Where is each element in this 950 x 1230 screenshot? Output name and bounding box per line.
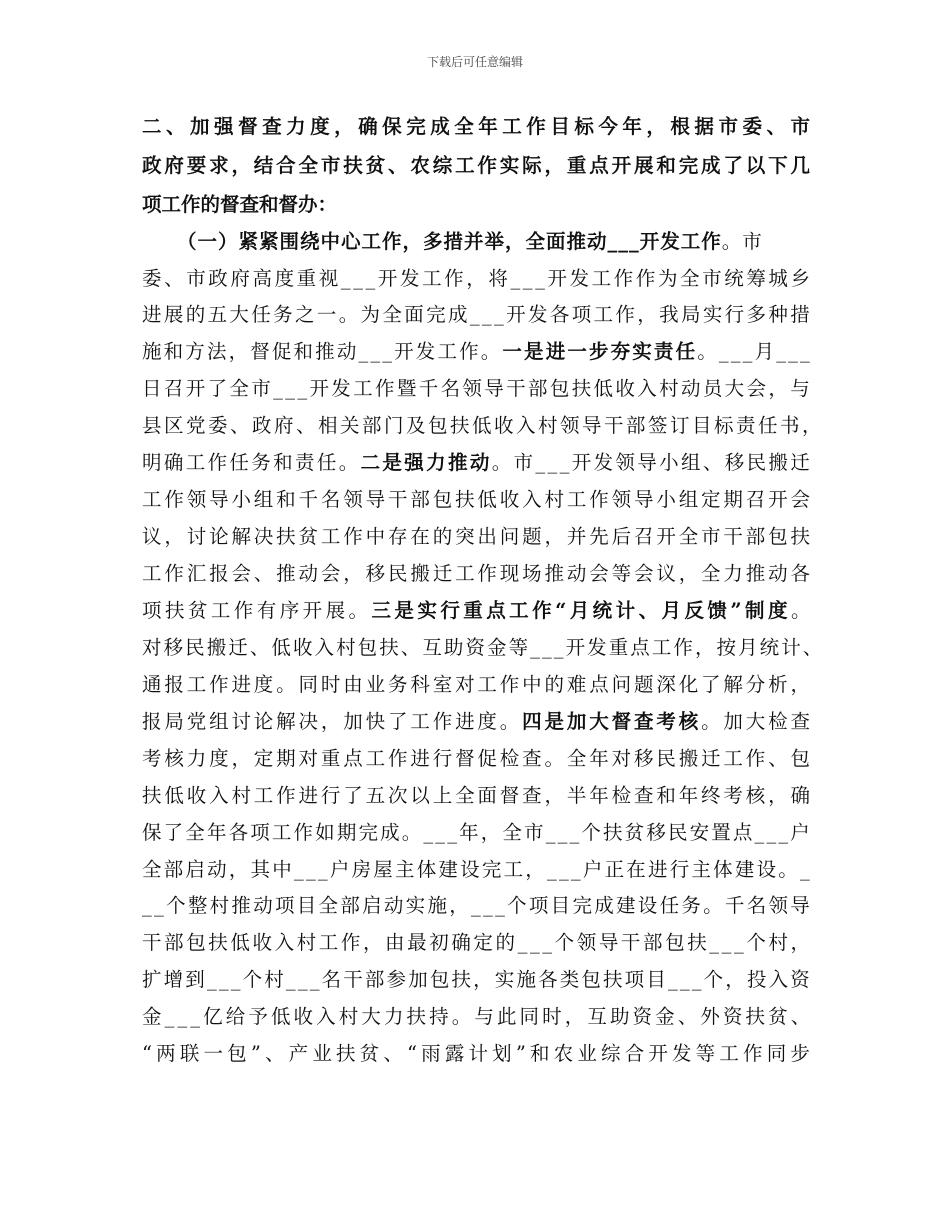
bold-text: 政府要求，结合全市扶贫、农综工作实际，重点开展和完成了以下几 xyxy=(142,154,813,177)
text-line xyxy=(142,450,812,476)
text-run: 金___亿给予低收入村大力扶持。与此同时，互助资金、外资扶贫、 xyxy=(142,1005,814,1028)
text-run: 。加大检查 xyxy=(701,710,813,733)
bold-text: 二、加强督查力度，确保完成全年工作目标今年，根据市委、市 xyxy=(142,115,815,138)
text-line xyxy=(142,746,813,772)
text-line xyxy=(142,709,813,735)
bold-text: 三是实行重点工作“月统计、月反馈”制度 xyxy=(371,599,791,622)
text-run: 报局党组讨论解决，加快了工作进度。 xyxy=(142,710,523,733)
text-run: 考核力度，定期对重点工作进行督促检查。全年对移民搬迁工作、包 xyxy=(142,747,813,770)
text-line xyxy=(142,857,812,883)
text-line xyxy=(142,192,337,218)
text-line xyxy=(142,783,813,809)
text-run: 工作汇报会、推动会，移民搬迁工作现场推动会等会议，全力推动各 xyxy=(142,562,813,585)
text-run: 扩增到___个村___名干部参加包扶，实施各类包扶项目___个，投入资 xyxy=(142,968,812,991)
text-line xyxy=(142,114,815,140)
text-line xyxy=(142,413,824,439)
text-run: 县区党委、政府、相关部门及包扶低收入村领导干部签订目标责任书， xyxy=(142,414,825,437)
text-run: 。 xyxy=(790,599,814,622)
text-line xyxy=(142,635,824,661)
text-run: 日召开了全市___开发工作暨千名领导干部包扶低收入村动员大会，与 xyxy=(142,377,813,400)
text-line xyxy=(142,561,813,587)
text-line xyxy=(142,893,812,919)
text-run: 扶低收入村工作进行了五次以上全面督查，半年检查和年终考核，确 xyxy=(142,784,813,807)
bold-text: 一是进一步夯实责任 xyxy=(502,340,698,363)
text-run: 。市 xyxy=(721,230,763,253)
text-line xyxy=(177,229,763,255)
bold-text: 项工作的督查和督办： xyxy=(142,193,338,216)
text-line xyxy=(142,487,813,513)
text-run: 进展的五大任务之一。为全面完成___开发各项工作，我局实行多种措 xyxy=(142,303,813,326)
text-line xyxy=(142,598,814,624)
text-run: 议，讨论解决扶贫工作中存在的突出问题，并先后召开全市干部包扶 xyxy=(142,525,813,548)
text-run: 工作领导小组和千名领导干部包扶低收入村工作领导小组定期召开会 xyxy=(142,488,813,511)
text-run: 明确工作任务和责任。 xyxy=(142,451,361,474)
text-run: 项扶贫工作有序开展。 xyxy=(142,599,372,622)
bold-text: 四是加大督查考核 xyxy=(522,710,702,733)
text-run: 通报工作进度。同时由业务科室对工作中的难点问题深化了解分析， xyxy=(142,673,813,696)
text-run: 对移民搬迁、低收入村包扶、互助资金等___开发重点工作，按月统计、 xyxy=(142,636,825,659)
text-line xyxy=(142,266,813,292)
text-run: 保了全年各项工作如期完成。___年，全市___个扶贫移民安置点___户 xyxy=(142,821,812,844)
text-run: “两联一包”、产业扶贫、“雨露计划”和农业综合开发等工作同步 xyxy=(142,1042,815,1065)
text-run: 全部启动，其中___户房屋主体建设完工，___户正在进行主体建设。_ xyxy=(142,858,812,881)
text-run: 。___月___ xyxy=(697,340,812,363)
text-line xyxy=(142,820,812,846)
bold-text: （一）紧紧围绕中心工作，多措并举，全面推动___开发工作 xyxy=(177,230,722,253)
text-line xyxy=(142,376,812,402)
page-header: 下载后可任意编辑 xyxy=(426,55,523,69)
text-run: 。市___开发领导小组、移民搬迁 xyxy=(491,451,813,474)
text-line xyxy=(142,339,812,365)
text-line xyxy=(142,153,813,179)
text-line xyxy=(142,672,813,698)
text-run: __个整村推动项目全部启动实施，___个项目完成建设任务。千名领导 xyxy=(142,894,813,917)
text-run: 干部包扶低收入村工作，由最初确定的___个领导干部包扶___个村， xyxy=(142,931,813,954)
text-line xyxy=(142,967,812,993)
text-line xyxy=(142,524,813,550)
text-line xyxy=(142,1004,813,1030)
bold-text: 二是强力推动 xyxy=(360,451,492,474)
text-run: 委、市政府高度重视___开发工作，将___开发工作作为全市统筹城乡 xyxy=(142,267,813,290)
text-line xyxy=(142,1041,814,1067)
text-line xyxy=(142,302,812,328)
text-run: 施和方法，督促和推动___开发工作。 xyxy=(142,340,503,363)
text-line xyxy=(142,930,813,956)
